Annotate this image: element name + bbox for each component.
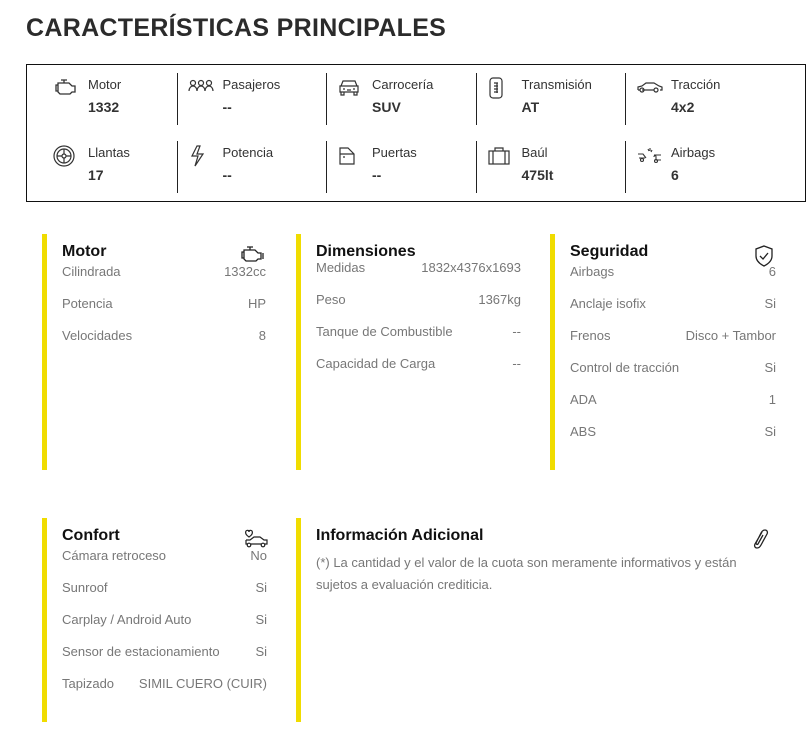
spec-row (62, 548, 267, 580)
spec-label: Airbags (570, 264, 615, 279)
spec-row (62, 264, 266, 296)
spec-row (62, 580, 267, 612)
summary-item-potencia (177, 141, 327, 193)
spec-value: 1 (768, 392, 776, 407)
summary-item-airbags (625, 141, 775, 193)
summary-label: Carrocería (372, 77, 434, 92)
spec-row (62, 676, 267, 708)
summary-item-traccion (625, 73, 775, 125)
spec-label: Tapizado (62, 676, 115, 691)
summary-item-transmision (476, 73, 626, 125)
spec-value: -- (512, 356, 521, 371)
summary-item-puertas (326, 141, 476, 193)
spec-value: Si (764, 360, 776, 375)
spec-label: Carplay / Android Auto (62, 612, 192, 627)
card-title: Información Adicional (316, 527, 484, 544)
spec-row (570, 424, 776, 456)
divider (177, 141, 178, 193)
spec-row (570, 392, 776, 424)
summary-label: Airbags (671, 145, 716, 160)
wheel-icon (53, 145, 79, 167)
airbag-icon (636, 145, 662, 167)
spec-label: Sensor de estacionamiento (62, 644, 220, 659)
car-front-icon (337, 77, 363, 99)
summary-value: 475lt (521, 167, 554, 183)
spec-row (316, 260, 521, 292)
spec-value: 1332cc (224, 264, 266, 279)
card-seguridad (550, 234, 776, 470)
spec-value: No (250, 548, 267, 563)
summary-item-baul (476, 141, 626, 193)
summary-label: Potencia (222, 145, 274, 160)
divider (625, 73, 626, 125)
summary-label: Puertas (372, 145, 417, 160)
divider (326, 73, 327, 125)
divider (625, 141, 626, 193)
spec-row (570, 328, 776, 360)
summary-row (27, 73, 805, 125)
spec-value: Si (255, 612, 267, 627)
card-confort (42, 518, 267, 722)
summary-item-pasajeros (177, 73, 327, 125)
summary-label: Motor (88, 77, 122, 92)
spec-label: Capacidad de Carga (316, 356, 436, 371)
card-title: Confort (62, 527, 120, 544)
page-title: CARACTERÍSTICAS PRINCIPALES (26, 14, 447, 42)
spec-row (316, 292, 521, 324)
spec-value: HP (247, 296, 266, 311)
car-side-icon (636, 77, 662, 99)
summary-value: -- (222, 167, 232, 183)
spec-value: Disco + Tambor (685, 328, 776, 343)
spec-row (316, 324, 521, 356)
spec-value: -- (512, 324, 521, 339)
divider (177, 73, 178, 125)
divider (326, 141, 327, 193)
summary-value: -- (372, 167, 382, 183)
spec-row (570, 264, 776, 296)
engine-icon (239, 244, 267, 268)
summary-value: SUV (372, 99, 401, 115)
spec-value: Si (255, 580, 267, 595)
summary-label: Pasajeros (222, 77, 281, 92)
card-title: Dimensiones (316, 243, 416, 260)
spec-value: 1832x4376x1693 (421, 260, 521, 275)
passengers-icon (188, 77, 214, 99)
spec-row (62, 612, 267, 644)
spec-label: Sunroof (62, 580, 108, 595)
spec-label: Cámara retroceso (62, 548, 167, 563)
spec-label: Anclaje isofix (570, 296, 646, 311)
spec-value: SIMIL CUERO (CUIR) (138, 676, 267, 691)
summary-value: 6 (671, 167, 679, 183)
transmission-icon (487, 77, 513, 99)
spec-label: Frenos (570, 328, 611, 343)
spec-row (62, 644, 267, 676)
spec-label: Tanque de Combustible (316, 324, 453, 339)
spec-value: 1367kg (478, 292, 521, 307)
spec-value: 6 (768, 264, 776, 279)
spec-label: ADA (570, 392, 597, 407)
summary-value: AT (521, 99, 540, 115)
spec-value: Si (255, 644, 267, 659)
summary-value: -- (222, 99, 232, 115)
shield-check-icon (753, 244, 781, 268)
summary-value: 1332 (88, 99, 120, 115)
divider (476, 141, 477, 193)
summary-value: 17 (88, 167, 104, 183)
spec-label: Medidas (316, 260, 366, 275)
summary-value: 4x2 (671, 99, 695, 115)
card-motor (42, 234, 266, 470)
summary-label: Transmisión (521, 77, 592, 92)
car-heart-icon (243, 528, 271, 552)
card-title: Motor (62, 243, 107, 260)
summary-item-carroceria (326, 73, 476, 125)
lightning-icon (188, 145, 214, 167)
paperclip-icon (749, 528, 777, 552)
summary-item-llantas (27, 141, 177, 193)
summary-row (27, 141, 805, 193)
summary-label: Llantas (88, 145, 130, 160)
suitcase-icon (487, 145, 513, 167)
spec-label: ABS (570, 424, 597, 439)
spec-row (316, 356, 521, 388)
door-icon (337, 145, 363, 167)
spec-row (570, 296, 776, 328)
spec-row (570, 360, 776, 392)
spec-value: 8 (258, 328, 266, 343)
spec-row (62, 328, 266, 360)
card-dimensiones (296, 234, 521, 470)
info-text: (*) La cantidad y el valor de la cuota son meramente informativos y están sujetos a evaluación crediticia. (316, 555, 737, 592)
spec-label: Peso (316, 292, 346, 307)
spec-label: Potencia (62, 296, 113, 311)
spec-row (62, 296, 266, 328)
spec-label: Velocidades (62, 328, 133, 343)
card-title: Seguridad (570, 243, 649, 260)
card-informacion-adicional (296, 518, 776, 722)
engine-icon (53, 77, 79, 99)
summary-label: Tracción (671, 77, 721, 92)
spec-label: Control de tracción (570, 360, 680, 375)
summary-panel (26, 64, 806, 202)
spec-label: Cilindrada (62, 264, 121, 279)
spec-value: Si (764, 296, 776, 311)
summary-label: Baúl (521, 145, 548, 160)
spec-value: Si (764, 424, 776, 439)
divider (476, 73, 477, 125)
summary-item-motor (27, 73, 177, 125)
